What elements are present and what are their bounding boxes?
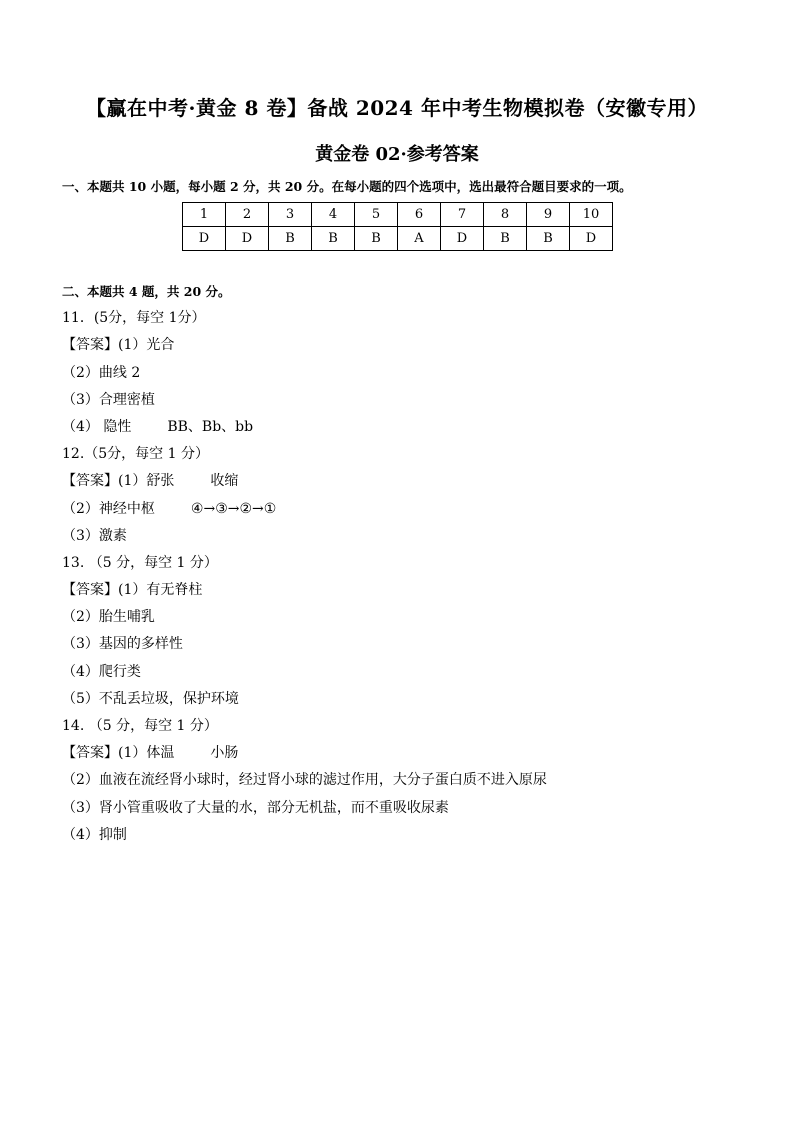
q13-title: 13. （5 分，每空 1 分） — [62, 554, 218, 571]
q12-answer-3: （3）激素 — [62, 527, 127, 544]
q14-answer-4: （4）抑制 — [62, 826, 127, 843]
question-number-cell: 3 — [269, 203, 312, 227]
question-number-cell: 8 — [484, 203, 527, 227]
answer-table-number-row — [183, 203, 613, 227]
q11-answer-4-label: （4） 隐性 — [62, 418, 132, 435]
answer-table — [182, 202, 613, 251]
answer-cell: B — [269, 227, 312, 251]
q14-answer-1-label: 【答案】(1）体温 — [62, 745, 175, 762]
section2-heading: 二、本题共 4 题，共 20 分。 — [62, 284, 231, 299]
q13-answer-4: （4）爬行类 — [62, 663, 141, 680]
q11-title: 11．(5分，每空 1分） — [62, 310, 206, 327]
q12-answer-2 — [62, 496, 742, 523]
q13-answer-5: （5）不乱丢垃圾，保护环境 — [62, 690, 239, 707]
section2-body — [62, 278, 742, 849]
q12-answer-2-path: ④→③→②→① — [190, 500, 277, 517]
question-number-cell: 9 — [527, 203, 570, 227]
q14-answer-3: （3）肾小管重吸收了大量的水，部分无机盐，而不重吸收尿素 — [62, 799, 449, 816]
q12-answer-1-extra: 收缩 — [210, 473, 239, 490]
document-title: 【赢在中考·黄金 8 卷】备战 2024 年中考生物模拟卷（安徽专用） — [86, 96, 708, 120]
q11-answer-3: （3）合理密植 — [62, 391, 155, 408]
q14-answer-2: （2）血液在流经肾小球时，经过肾小球的滤过作用，大分子蛋白质不进入原尿 — [62, 772, 547, 789]
answer-table-answer-row — [183, 227, 613, 251]
q14-answer-1 — [62, 740, 742, 767]
answer-cell: A — [398, 227, 441, 251]
section1-heading: 一、本题共 10 小题，每小题 2 分，共 20 分。在每小题的四个选项中，选出最符合题目要求的一项。 — [62, 179, 632, 194]
answer-cell: D — [441, 227, 484, 251]
q12-answer-1-label: 【答案】(1）舒张 — [62, 473, 175, 490]
q14-answer-1-extra: 小肠 — [210, 745, 239, 762]
document-subtitle: 黄金卷 02·参考答案 — [315, 144, 479, 165]
question-number-cell: 5 — [355, 203, 398, 227]
q11-answer-4 — [62, 414, 742, 441]
answer-cell: B — [527, 227, 570, 251]
question-number-cell: 1 — [183, 203, 226, 227]
answer-cell: D — [226, 227, 269, 251]
question-number-cell: 4 — [312, 203, 355, 227]
question-number-cell: 7 — [441, 203, 484, 227]
q13-answer-3: （3）基因的多样性 — [62, 636, 183, 653]
q12-answer-2-label: （2）神经中枢 — [62, 500, 155, 517]
q12-title: 12.（5分，每空 1 分） — [62, 446, 209, 463]
question-number-cell: 2 — [226, 203, 269, 227]
answer-cell: D — [570, 227, 613, 251]
answer-cell: B — [355, 227, 398, 251]
answer-cell: B — [312, 227, 355, 251]
q11-answer-1: 【答案】(1）光合 — [62, 337, 175, 354]
answer-cell: B — [484, 227, 527, 251]
answer-cell: D — [183, 227, 226, 251]
question-number-cell: 6 — [398, 203, 441, 227]
q13-answer-1: 【答案】(1）有无脊柱 — [62, 582, 203, 599]
q11-answer-4-genotypes: BB、Bb、bb — [167, 418, 254, 435]
q13-answer-2: （2）胎生哺乳 — [62, 609, 155, 626]
q11-answer-2: （2）曲线 2 — [62, 364, 141, 381]
question-number-cell: 10 — [570, 203, 613, 227]
q12-answer-1 — [62, 468, 742, 495]
q14-title: 14. （5 分，每空 1 分） — [62, 718, 218, 734]
